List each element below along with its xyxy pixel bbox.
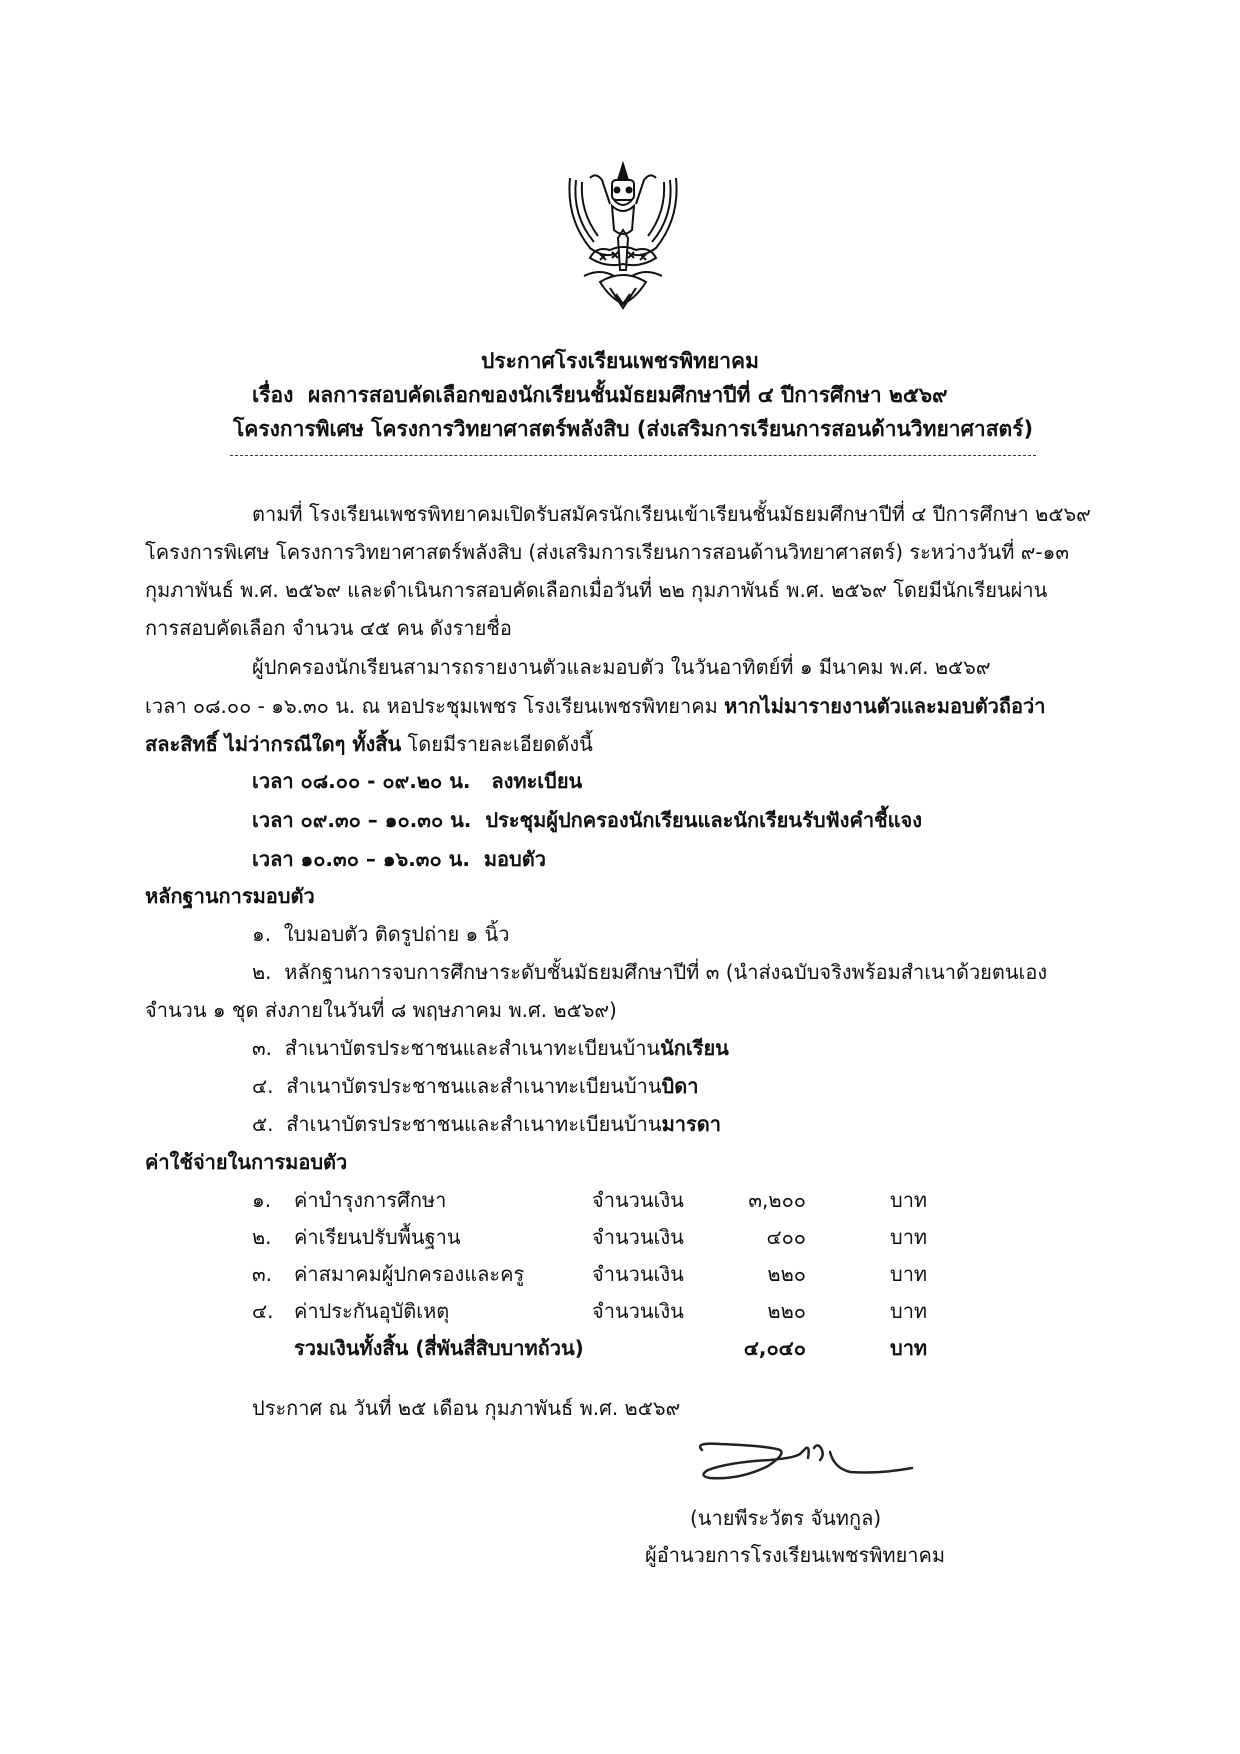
subject-label: เรื่อง	[252, 383, 294, 407]
signature-icon	[690, 1432, 920, 1492]
schedule-activity: ลงทะเบียน	[491, 769, 583, 793]
document-text-bold: นักเรียน	[660, 1036, 729, 1060]
paragraph2-line2-bold: หากไม่มารายงานตัวและมอบตัวถือว่า	[724, 694, 1046, 718]
schedule-row	[252, 843, 546, 875]
signatory-position: ผู้อำนวยการโรงเรียนเพชรพิทยาคม	[645, 1543, 946, 1567]
project-line: โครงการพิเศษ โครงการวิทยาศาสตร์พลังสิบ (ส่งเสริมการเรียนการสอนด้านวิทยาศาสตร์)	[233, 417, 1034, 441]
header-divider	[230, 455, 1036, 456]
expense-unit: บาท	[890, 1188, 928, 1212]
schedule-time: เวลา ๐๘.๐๐ - ๐๙.๒๐ น.	[252, 769, 471, 793]
schedule-row	[252, 765, 582, 797]
document-text: ใบมอบตัว ติดรูปถ่าย ๑ นิ้ว	[283, 922, 510, 946]
document-text: สำเนาบัตรประชาชนและสำเนาทะเบียนบ้าน	[284, 1036, 661, 1060]
document-item-continuation: จำนวน ๑ ชุด ส่งภายในวันที่ ๘ พฤษภาคม พ.ศ. ๒๕๖๙)	[145, 998, 617, 1022]
document-number: ๔.	[252, 1074, 274, 1098]
expense-unit: บาท	[890, 1299, 928, 1323]
expense-total-amount: ๔,๐๔๐	[743, 1336, 806, 1360]
signatory-name: (นายพีระวัตร จันทกูล)	[690, 1506, 882, 1530]
schedule-time: เวลา ๐๙.๓๐ – ๑๐.๓๐ น.	[252, 808, 472, 832]
paragraph2-line3-bold: สละสิทธิ์ ไม่ว่ากรณีใดๆ ทั้งสิ้น	[145, 732, 402, 756]
document-item	[252, 1070, 698, 1102]
expense-name: ค่าสมาคมผู้ปกครองและครู	[294, 1262, 525, 1286]
document-text: หลักฐานการจบการศึกษาระดับชั้นมัธยมศึกษาปีที่ ๓ (นำส่งฉบับจริงพร้อมสำเนาด้วยตนเอง	[284, 960, 1048, 984]
expense-amount: ๒๒๐	[767, 1262, 806, 1286]
expenses-heading: ค่าใช้จ่ายในการมอบตัว	[145, 1150, 348, 1174]
document-number: ๑.	[252, 922, 272, 946]
expense-number: ๑.	[252, 1188, 272, 1212]
announcement-date: ประกาศ ณ วันที่ ๒๕ เดือน กุมภาพันธ์ พ.ศ. ๒๕๖๙	[252, 1396, 681, 1420]
paragraph1-line3: กุมภาพันธ์ พ.ศ. ๒๕๖๙ และดำเนินการสอบคัดเลือกเมื่อวันที่ ๒๒ กุมภาพันธ์ พ.ศ. ๒๕๖๙ โดยมีนักเรียนผ่าน	[145, 578, 1048, 602]
document-item	[252, 1108, 721, 1140]
expense-unit: บาท	[890, 1225, 928, 1249]
schedule-activity: ประชุมผู้ปกครองนักเรียนและนักเรียนรับฟังคำชี้แจง	[485, 808, 922, 832]
expense-total-unit: บาท	[890, 1336, 928, 1360]
document-item	[252, 956, 1047, 988]
paragraph2-line3	[145, 726, 593, 763]
document-text: สำเนาบัตรประชาชนและสำเนาทะเบียนบ้าน	[286, 1112, 662, 1136]
expense-name: ค่าบำรุงการศึกษา	[294, 1188, 447, 1212]
schedule-activity: มอบตัว	[483, 847, 546, 871]
expense-unit: บาท	[890, 1262, 928, 1286]
expense-total-label: รวมเงินทั้งสิ้น (สี่พันสี่สิบบาทถ้วน)	[294, 1336, 584, 1360]
document-item	[252, 918, 510, 950]
subject-line	[252, 379, 947, 412]
expense-number: ๒.	[252, 1225, 272, 1249]
documents-heading: หลักฐานการมอบตัว	[145, 884, 315, 908]
paragraph1-line2: โครงการพิเศษ โครงการวิทยาศาสตร์พลังสิบ (ส่งเสริมการเรียนการสอนด้านวิทยาศาสตร์) ระหว่างวันที่ ๙-๑๓	[145, 540, 1069, 564]
expense-amount: ๓,๒๐๐	[748, 1188, 806, 1212]
expense-name: ค่าประกันอุบัติเหตุ	[294, 1299, 450, 1323]
expense-name: ค่าเรียนปรับพื้นฐาน	[294, 1225, 461, 1249]
expense-number: ๔.	[252, 1299, 274, 1323]
document-number: ๓.	[252, 1036, 273, 1060]
paragraph2-line2-normal: เวลา ๐๘.๐๐ - ๑๖.๓๐ น. ณ หอประชุมเพชร โรงเรียนเพชรพิทยาคม	[145, 694, 725, 718]
expense-label: จำนวนเงิน	[592, 1299, 684, 1323]
paragraph2-line1: ผู้ปกครองนักเรียนสามารถรายงานตัวและมอบตัว ในวันอาทิตย์ที่ ๑ มีนาคม พ.ศ. ๒๕๖๙	[252, 655, 991, 679]
paragraph2-line2	[145, 688, 1046, 725]
expense-number: ๓.	[252, 1262, 273, 1286]
document-number: ๕.	[252, 1112, 274, 1136]
document-text-bold: มารดา	[661, 1112, 721, 1136]
document-text-bold: บิดา	[661, 1074, 699, 1098]
paragraph2-line3-normal: โดยมีรายละเอียดดังนี้	[401, 732, 593, 756]
expense-amount: ๔๐๐	[766, 1225, 806, 1249]
expense-label: จำนวนเงิน	[592, 1262, 684, 1286]
expense-label: จำนวนเงิน	[592, 1225, 684, 1249]
subject-text: ผลการสอบคัดเลือกของนักเรียนชั้นมัธยมศึกษาปีที่ ๔ ปีการศึกษา ๒๕๖๙	[307, 383, 948, 407]
document-number: ๒.	[252, 960, 272, 984]
expense-amount: ๒๒๐	[767, 1299, 806, 1323]
announcement-title: ประกาศโรงเรียนเพชรพิทยาคม	[481, 349, 759, 373]
expense-label: จำนวนเงิน	[592, 1188, 684, 1212]
schedule-row	[252, 804, 922, 836]
paragraph1-line4: การสอบคัดเลือก จำนวน ๔๕ คน ดังรายชื่อ	[145, 616, 512, 640]
paragraph1-line1: ตามที่ โรงเรียนเพชรพิทยาคมเปิดรับสมัครนักเรียนเข้าเรียนชั้นมัธยมศึกษาปีที่ ๔ ปีการศึกษา ๒๕๖๙	[252, 502, 1091, 526]
document-item	[252, 1032, 729, 1064]
schedule-time: เวลา ๑๐.๓๐ – ๑๖.๓๐ น.	[252, 847, 470, 871]
garuda-emblem-icon	[560, 158, 686, 312]
document-text: สำเนาบัตรประชาชนและสำเนาทะเบียนบ้าน	[286, 1074, 662, 1098]
